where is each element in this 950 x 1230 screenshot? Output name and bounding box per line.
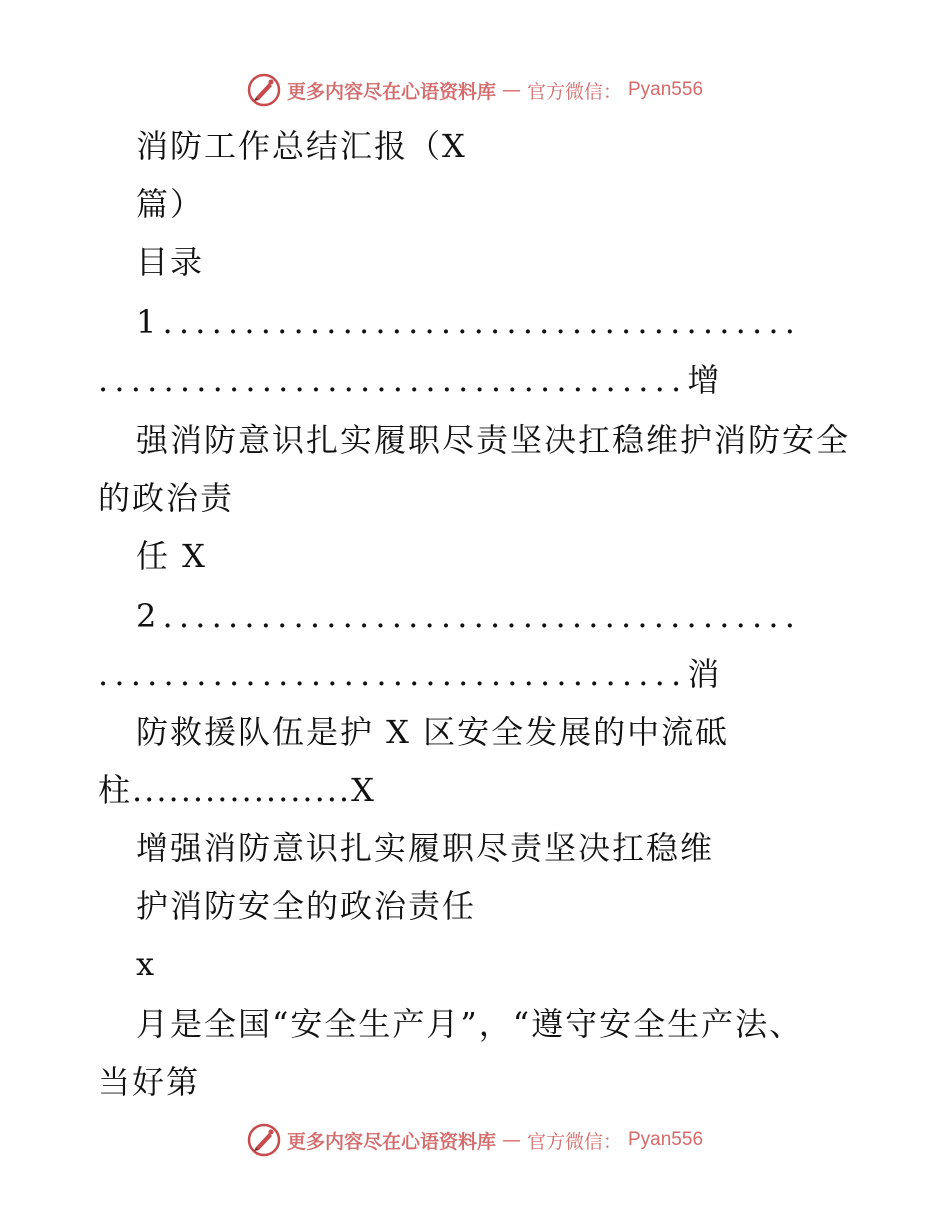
section-heading-line-2: 护消防安全的政治责任 xyxy=(136,887,477,925)
banner-dash: — xyxy=(501,79,521,101)
toc-heading: 目录 xyxy=(136,243,205,281)
toc-entry-2-text-cont: 柱..................X xyxy=(98,771,376,809)
banner-dash: — xyxy=(501,1129,521,1151)
toc-entry-1-leader: 1....................................... xyxy=(136,303,802,341)
banner-main-text: 更多内容尽在心语资料库 xyxy=(286,80,496,103)
doc-title-line-1: 消防工作总结汇报（X xyxy=(136,127,467,165)
banner-main-text: 更多内容尽在心语资料库 xyxy=(286,1130,496,1153)
footer-banner xyxy=(0,1120,950,1160)
banner-wechat-id: Pyan556 xyxy=(628,1129,704,1150)
paragraph-line-1: 月是全国“安全生产月”，“遵守安全生产法、 xyxy=(136,1005,804,1043)
toc-entry-1-text-cont: 的政治责 xyxy=(98,479,235,517)
toc-entry-2-leader-cont: ....................................消 xyxy=(98,655,726,693)
toc-entry-2-leader: 2....................................... xyxy=(136,597,802,635)
toc-entry-2-text: 防救援队伍是护 X 区安全发展的中流砥 xyxy=(136,713,730,751)
paragraph-line-2: 当好第 xyxy=(98,1063,201,1101)
toc-entry-1-text: 强消防意识扎实履职尽责坚决扛稳维护消防安全 xyxy=(136,421,851,459)
toc-entry-1-leader-cont: ....................................增 xyxy=(98,361,726,399)
doc-title-line-2: 篇） xyxy=(136,185,205,223)
pen-logo-icon xyxy=(247,1123,281,1157)
paragraph-start: x xyxy=(136,945,157,983)
banner-wechat-id: Pyan556 xyxy=(628,79,704,100)
section-heading-line-1: 增强消防意识扎实履职尽责坚决扛稳维 xyxy=(136,829,715,867)
toc-entry-1-page: 任 X xyxy=(136,537,207,575)
banner-sub-text: 官方微信： xyxy=(526,1130,622,1153)
banner-sub-text: 官方微信： xyxy=(526,80,622,103)
